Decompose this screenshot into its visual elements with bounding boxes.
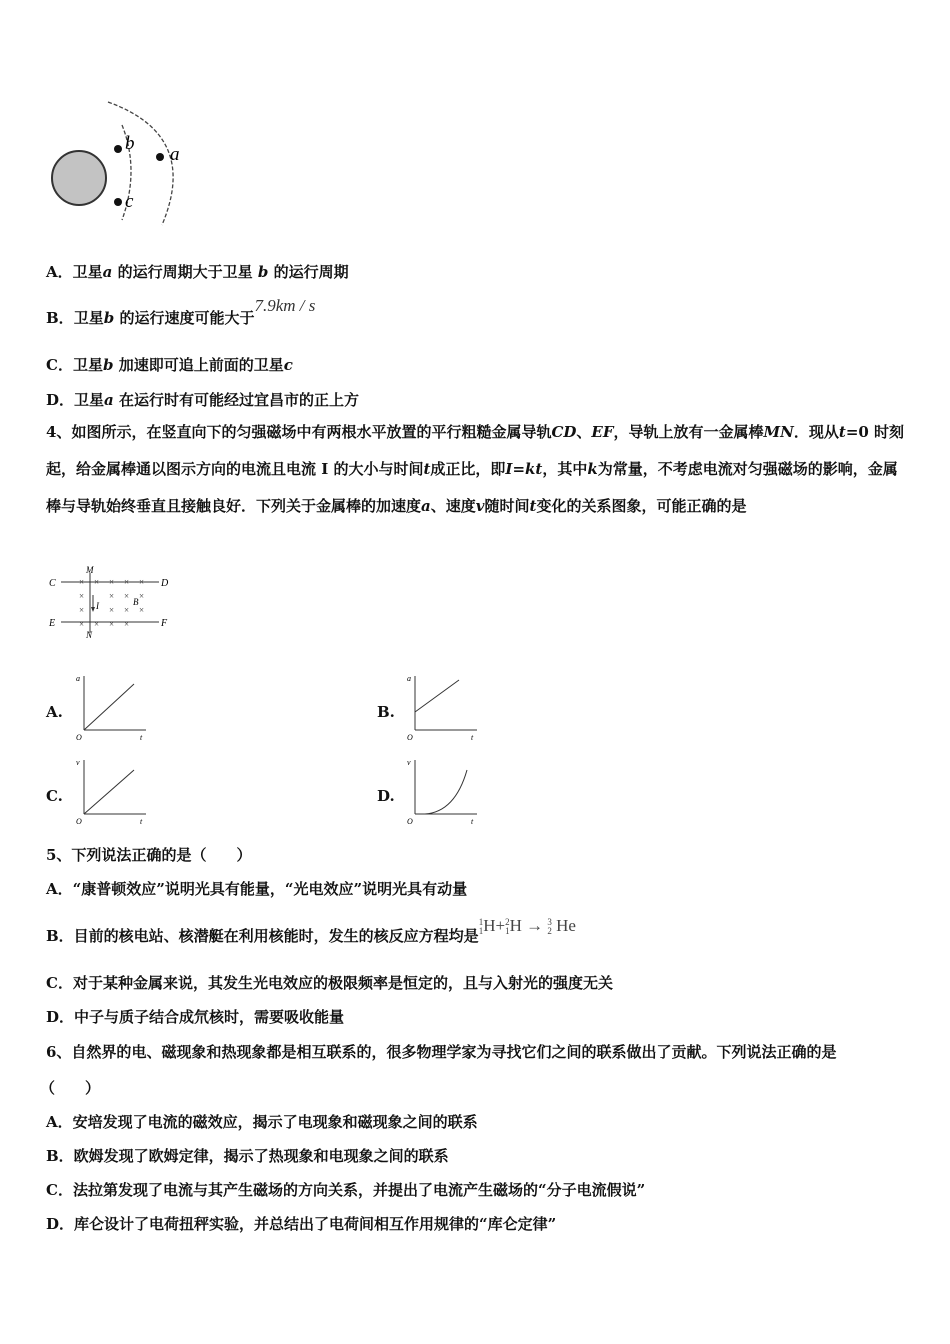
svg-text:×: × bbox=[109, 577, 115, 587]
graph-c-origin: O bbox=[76, 817, 82, 826]
satellite-a bbox=[156, 153, 164, 161]
q4-stem: 4、如图所示，在竖直向下的匀强磁场中有两根水平放置的平行粗糙金属导轨CD、EF，导轨上放有一金属棒MN．现从t=0 时刻起，给金属棒通以图示方向的电流且电流 I 的大小与时间t成正比，即I=kt，其中k为常量，不考虑电流对匀强磁场的影响，金属棒与导轨始终垂直且接触良好．下列关于金属棒的加速度a、速度v随时间t变化的关系图象，可能正确的是 bbox=[46, 423, 905, 515]
svg-text:×: × bbox=[94, 619, 100, 629]
graph-b bbox=[403, 672, 488, 742]
satellite-b bbox=[114, 145, 122, 153]
label-c-rail: C bbox=[49, 578, 56, 589]
graph-c bbox=[72, 756, 157, 826]
graph-d-origin: O bbox=[407, 817, 413, 826]
label-f-rail: F bbox=[161, 618, 168, 629]
q6-option-b: B．欧姆发现了欧姆定律，揭示了热现象和电现象之间的联系 bbox=[46, 1147, 449, 1165]
graph-a-origin: O bbox=[76, 733, 82, 742]
fusion-equation: 1 1 H+ 2 1 H → 3 2 He bbox=[478, 916, 576, 937]
svg-text:×: × bbox=[124, 577, 130, 587]
speed-formula: 7.9km / s bbox=[254, 296, 316, 315]
q5-option-b: B．目前的核电站、核潜艇在利用核能时，发生的核反应方程均是 1 1 H+ 2 1 H → 3 2 He bbox=[46, 916, 576, 945]
graph-d-label: D. bbox=[377, 787, 395, 805]
graph-b-y-label: a bbox=[407, 674, 411, 683]
q5-option-c: C．对于某种金属来说，其发生光电效应的极限频率是恒定的，且与入射光的强度无关 bbox=[46, 974, 613, 992]
svg-text:×: × bbox=[124, 619, 130, 629]
svg-text:×: × bbox=[109, 605, 115, 615]
graph-a-y-label: a bbox=[76, 674, 80, 683]
graph-b-label: B. bbox=[377, 703, 395, 721]
svg-text:×: × bbox=[79, 619, 85, 629]
svg-text:×: × bbox=[124, 591, 130, 601]
svg-text:×: × bbox=[124, 605, 130, 615]
graph-a bbox=[72, 672, 157, 742]
graph-d bbox=[403, 756, 488, 826]
orbit-outer bbox=[108, 102, 173, 225]
label-d-rail: D bbox=[161, 578, 169, 589]
svg-text:×: × bbox=[139, 605, 145, 615]
label-e-rail: E bbox=[49, 618, 56, 629]
svg-text:×: × bbox=[109, 591, 115, 601]
q3-option-d: D．卫星a 在运行时有可能经过宜昌市的正上方 bbox=[46, 391, 360, 409]
graph-c-y-label: v bbox=[76, 758, 80, 767]
graph-d-y-label: v bbox=[407, 758, 411, 767]
q5-option-d: D．中子与质子结合成氘核时，需要吸收能量 bbox=[46, 1008, 345, 1026]
graph-b-x-label: t bbox=[471, 733, 474, 742]
rail-figure bbox=[45, 565, 180, 640]
label-i: I bbox=[96, 601, 99, 611]
q5-stem: 5、下列说法正确的是（ ） bbox=[46, 846, 252, 864]
label-m: M bbox=[86, 565, 94, 575]
q6-option-c: C．法拉第发现了电流与其产生磁场的方向关系，并提出了电流产生磁场的“分子电流假说” bbox=[46, 1181, 646, 1199]
q3-option-c: C．卫星b 加速即可追上前面的卫星c bbox=[46, 356, 293, 374]
q6-option-d: D．库仑设计了电荷扭秤实验，并总结出了电荷间相互作用规律的“库仑定律” bbox=[46, 1215, 557, 1233]
svg-text:×: × bbox=[79, 591, 85, 601]
graph-b-origin: O bbox=[407, 733, 413, 742]
satellite-c bbox=[114, 198, 122, 206]
q3-option-b: B．卫星b 的运行速度可能大于7.9km / s bbox=[46, 296, 316, 327]
q3-option-a: A．卫星a 的运行周期大于卫星 b 的运行周期 bbox=[46, 263, 349, 281]
q5-option-a: A．“康普顿效应”说明光具有能量，“光电效应”说明光具有动量 bbox=[46, 880, 468, 898]
graph-c-line bbox=[84, 770, 134, 814]
graph-c-x-label: t bbox=[140, 817, 143, 826]
graph-a-label: A. bbox=[46, 703, 63, 721]
graph-d-x-label: t bbox=[471, 817, 474, 826]
svg-text:×: × bbox=[79, 605, 85, 615]
svg-text:×: × bbox=[139, 577, 145, 587]
graph-d-curve bbox=[425, 770, 467, 814]
label-a: a bbox=[170, 144, 180, 165]
graph-a-line bbox=[84, 684, 134, 730]
label-n: N bbox=[86, 630, 93, 640]
label-c: c bbox=[125, 191, 134, 212]
current-arrowhead bbox=[91, 607, 95, 612]
label-b-field: B bbox=[133, 597, 139, 607]
svg-text:×: × bbox=[94, 577, 100, 587]
svg-text:×: × bbox=[79, 577, 85, 587]
q6-stem: 6、自然界的电、磁现象和热现象都是相互联系的，很多物理学家为寻找它们之间的联系做出了贡献。下列说法正确的是 bbox=[46, 1043, 837, 1061]
svg-text:×: × bbox=[139, 591, 145, 601]
graph-a-x-label: t bbox=[140, 733, 143, 742]
q6-paren: （ ） bbox=[40, 1079, 101, 1097]
satellite-orbit-figure bbox=[40, 95, 200, 235]
q6-option-a: A．安培发现了电流的磁效应，揭示了电现象和磁现象之间的联系 bbox=[46, 1113, 478, 1131]
planet bbox=[52, 151, 106, 205]
graph-b-line bbox=[415, 680, 459, 712]
svg-text:×: × bbox=[109, 619, 115, 629]
graph-c-label: C. bbox=[46, 787, 63, 805]
label-b: b bbox=[125, 133, 135, 154]
